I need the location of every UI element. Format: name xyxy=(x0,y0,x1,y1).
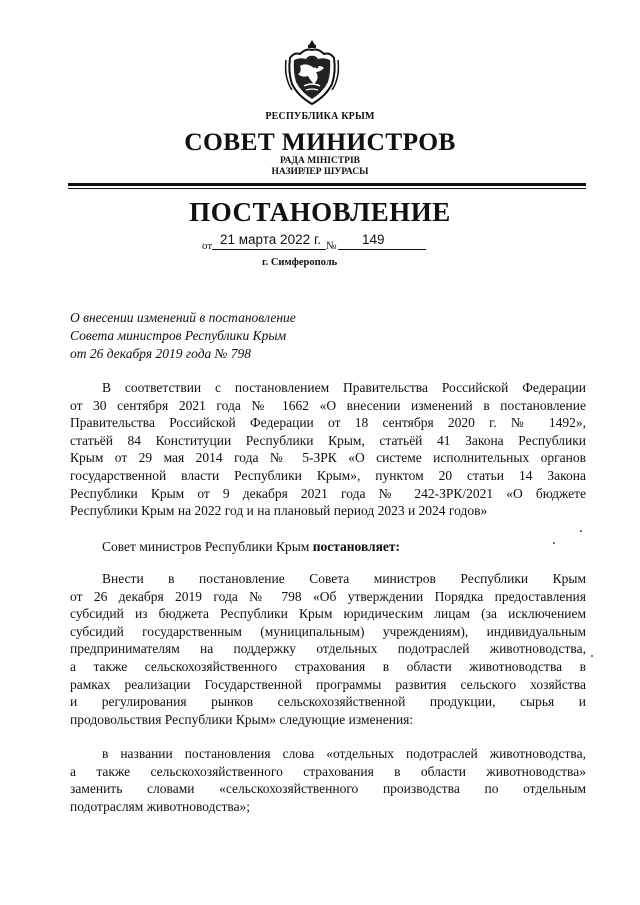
paragraph-line: и регулирования рынков сельскохозяйственной продукции, сырья и xyxy=(70,694,586,710)
paragraph-line: Республики Крым на 2022 год и на плановый период 2023 и 2024 годов» xyxy=(70,503,488,519)
year-suffix: г. xyxy=(314,232,322,247)
subject-line: О внесении изменений в постановление xyxy=(70,310,296,325)
decree-subject xyxy=(70,309,296,363)
paragraph-line: субсидий государственным (муниципальным) учреждениям), индивидуальным xyxy=(70,623,586,639)
paragraph-line: Правительства Российской Федерации от 18 сентября 2020 г. № 1492», xyxy=(70,415,586,431)
scan-speck xyxy=(591,655,593,657)
paragraph-line: от 30 сентября 2021 года № 1662 «О внесении изменений в постановление xyxy=(70,397,586,413)
paragraph-line: подотраслям животноводства»; xyxy=(70,798,251,814)
header-divider-thin xyxy=(68,188,586,189)
paragraph-line: статьёй 84 Конституции Республики Крым, статьёй 41 Закона Республики xyxy=(70,432,586,448)
paragraph-line: предпринимателям на поддержку отдельных подотраслей животноводства, xyxy=(70,641,586,657)
date-prefix: от xyxy=(202,240,213,252)
paragraph-line: а также сельскохозяйственного страхования в области животноводства» xyxy=(70,763,586,779)
council-title-ukrainian: РАДА МІНІСТРІВ xyxy=(279,156,360,166)
decree-dateline xyxy=(198,232,448,256)
title-amendment-paragraph xyxy=(70,745,586,815)
paragraph-line xyxy=(70,538,586,556)
number-underline xyxy=(338,249,426,250)
resolution-text: Совет министров Республики Крым xyxy=(102,539,313,554)
number-sign: № xyxy=(326,240,337,252)
preamble-paragraph xyxy=(70,379,586,520)
subject-line: Совета министров Республики Крым xyxy=(70,328,287,343)
paragraph-line: Внести в постановление Совета министров Республики Крым xyxy=(102,571,586,586)
paragraph-line: рамках реализации Государственной программы развития сельского хозяйства xyxy=(70,676,586,692)
paragraph-line: Крым от 29 мая 2014 года № 5-ЗРК «О системе исполнительных органов xyxy=(70,450,586,466)
resolution-paragraph xyxy=(70,538,586,556)
amendment-paragraph xyxy=(70,570,586,728)
council-title-crimean-tatar: НАЗИРЛЕР ШУРАСЫ xyxy=(271,167,369,177)
resolution-verb: постановляет: xyxy=(312,539,401,554)
paragraph-line: В соответствии с постановлением Правительства Российской Федерации xyxy=(102,380,586,395)
decree-number: 149 xyxy=(362,232,385,247)
paragraph-line: Республики Крым от 9 декабря 2021 года № 242-ЗРК/2021 «О бюджете xyxy=(70,485,586,501)
scan-speck xyxy=(580,530,582,532)
header-divider-thick xyxy=(68,183,586,186)
paragraph-line: продовольствия Республики Крым» следующие изменения: xyxy=(70,711,414,727)
decree-city: г. Симферополь xyxy=(262,257,338,268)
council-title-translations xyxy=(0,156,640,178)
date-underline xyxy=(212,249,326,250)
paragraph-line: в названии постановления слова «отдельных подотраслей животноводства, xyxy=(102,746,586,761)
republic-name: РЕСПУБЛИКА КРЫМ xyxy=(265,111,375,122)
paragraph-line: субсидий из бюджета Республики Крым юридическим лицам (за исключением xyxy=(70,606,586,622)
subject-line: от 26 декабря 2019 года № 798 xyxy=(70,346,251,361)
paragraph-line: заменить словами «сельскохозяйственного производства по отдельным xyxy=(70,781,586,797)
paragraph-line: государственной власти Республики Крым», пунктом 20 статьи 14 Закона xyxy=(70,467,586,483)
scan-speck xyxy=(553,542,555,544)
paragraph-line: а также сельскохозяйственного страхования в области животноводства в xyxy=(70,658,586,674)
decree-date: 21 марта 2022 xyxy=(220,232,311,247)
council-title: СОВЕТ МИНИСТРОВ xyxy=(184,127,456,156)
crimea-coat-of-arms-icon xyxy=(284,38,340,106)
paragraph-line: от 26 декабря 2019 года № 798 «Об утверждении Порядка предоставления xyxy=(70,588,586,604)
decree-title: ПОСТАНОВЛЕНИЕ xyxy=(189,197,451,227)
